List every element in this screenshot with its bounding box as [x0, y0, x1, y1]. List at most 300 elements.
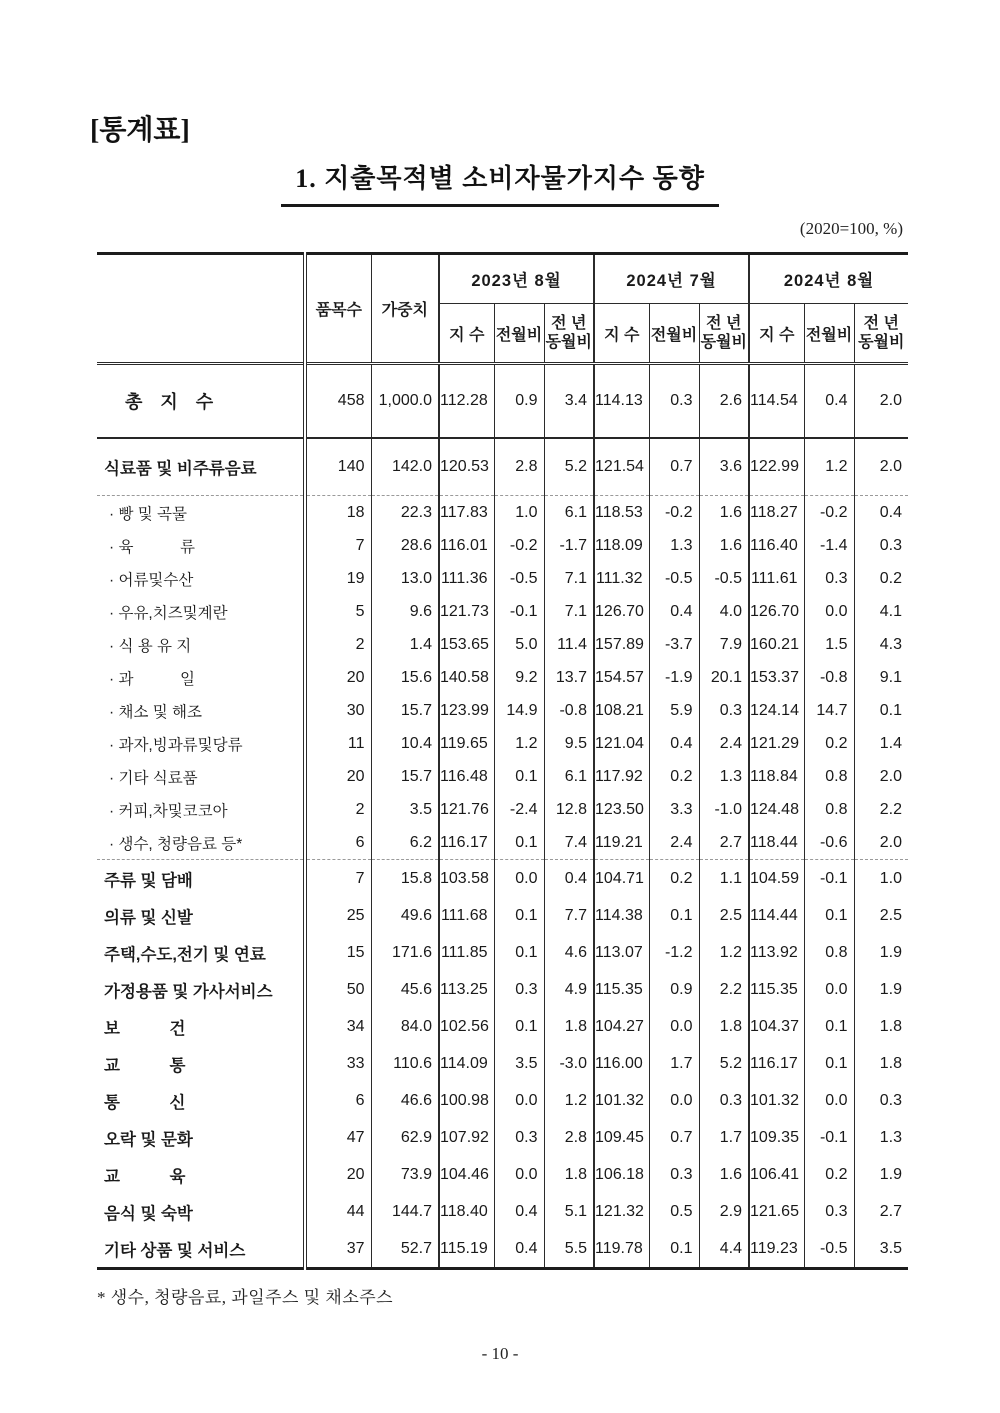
row-label: 식료품 및 비주류음료: [97, 438, 305, 496]
cell-value: 0.8: [804, 760, 854, 793]
cell-value: 0.2: [649, 760, 699, 793]
cell-value: 2.5: [879, 906, 903, 924]
row-label: 총 지 수: [97, 364, 305, 439]
cell-value: 1.3: [879, 1128, 903, 1146]
cell-value: 102.56: [439, 1008, 494, 1045]
cell-value: 121.29: [749, 727, 804, 760]
cell-value: -0.5: [804, 1230, 854, 1269]
row-label: · 우유,치즈및계란: [97, 595, 305, 628]
cell-value: 100.98: [439, 1082, 494, 1119]
cell-value: 108.21: [594, 694, 649, 727]
cell-value: 1.9: [879, 1165, 903, 1183]
row-label: 교 통: [97, 1045, 305, 1082]
cell-item-count: 7: [305, 860, 371, 898]
cell-value: 0.3: [649, 364, 699, 439]
cell-value: 118.27: [749, 496, 804, 530]
cell-value: 1.2: [494, 727, 544, 760]
cell-value: 9.5: [544, 727, 594, 760]
cell-value: 9.1: [879, 668, 903, 686]
cell-value: 0.5: [649, 1193, 699, 1230]
cell-value: 119.23: [749, 1230, 804, 1269]
cell-value: 7.4: [544, 826, 594, 860]
table-row: [97, 628, 908, 661]
cell-value: 113.92: [749, 934, 804, 971]
cell-value: 3.5: [879, 1239, 903, 1257]
cell-value: 116.17: [749, 1045, 804, 1082]
cell-value: 0.3: [804, 562, 854, 595]
cell-item-count: 2: [305, 628, 371, 661]
cell-value: 0.0: [804, 971, 854, 1008]
table-row: [97, 1119, 908, 1156]
cell-weight: 9.6: [371, 595, 439, 628]
col-header-item-count: 품목수: [305, 254, 371, 364]
table-row: [97, 595, 908, 628]
cell-value: -0.1: [494, 595, 544, 628]
cell-value: 111.61: [749, 562, 804, 595]
table-row: [97, 1045, 908, 1082]
cell-weight: 13.0: [371, 562, 439, 595]
cell-value: 0.0: [494, 1082, 544, 1119]
cell-value: 1.6: [699, 529, 749, 562]
cell-value: 0.8: [804, 934, 854, 971]
row-label: 기타 상품 및 서비스: [97, 1230, 305, 1269]
cell-item-count: 20: [305, 760, 371, 793]
cell-value: 0.8: [804, 793, 854, 826]
cell-item-count: 458: [305, 364, 371, 439]
cell-value: 0.9: [494, 364, 544, 439]
cell-value: 114.13: [594, 364, 649, 439]
cell-item-count: 7: [305, 529, 371, 562]
cell-value: 0.7: [649, 1119, 699, 1156]
cell-value: 123.50: [594, 793, 649, 826]
cell-item-count: 44: [305, 1193, 371, 1230]
cell-value: 117.92: [594, 760, 649, 793]
cell-value: -1.9: [649, 661, 699, 694]
cell-value: 116.17: [439, 826, 494, 860]
cell-item-count: 20: [305, 661, 371, 694]
cell-value: 0.0: [804, 1082, 854, 1119]
cell-item-count: 33: [305, 1045, 371, 1082]
cell-value: 4.3: [879, 635, 903, 653]
table-row: [97, 438, 908, 496]
cell-value: 0.3: [649, 1156, 699, 1193]
cell-value: 2.7: [879, 1202, 903, 1220]
cell-value: 124.14: [749, 694, 804, 727]
cell-value: 0.7: [649, 438, 699, 496]
cell-value: 0.3: [699, 1082, 749, 1119]
cell-value: 103.58: [439, 860, 494, 898]
cell-value: -0.5: [494, 562, 544, 595]
cell-value: 0.1: [494, 934, 544, 971]
cell-value: 160.21: [749, 628, 804, 661]
cell-value: 121.65: [749, 1193, 804, 1230]
cell-value: 0.3: [879, 536, 903, 554]
row-label: · 과 일: [97, 661, 305, 694]
cell-value: 1.8: [879, 1017, 903, 1035]
table-row: [97, 1230, 908, 1269]
cell-value: 121.76: [439, 793, 494, 826]
table-row: [97, 934, 908, 971]
cell-value: 5.5: [544, 1230, 594, 1269]
table-wrap: [97, 252, 903, 1270]
cell-value: 114.54: [749, 364, 804, 439]
cell-value: 0.2: [879, 569, 903, 587]
cell-value: 3.6: [699, 438, 749, 496]
cell-value: 116.40: [749, 529, 804, 562]
cell-value: 1.6: [699, 496, 749, 530]
cell-item-count: 19: [305, 562, 371, 595]
cell-value: 0.0: [494, 860, 544, 898]
cell-value: 114.09: [439, 1045, 494, 1082]
cell-value: 0.1: [649, 897, 699, 934]
cell-value: 120.53: [439, 438, 494, 496]
cell-value: 7.9: [699, 628, 749, 661]
cell-weight: 142.0: [371, 438, 439, 496]
cell-value: 117.83: [439, 496, 494, 530]
cell-value: 2.0: [854, 826, 908, 860]
page-title: 1. 지출목적별 소비자물가지수 동향: [281, 158, 719, 207]
cell-item-count: 140: [305, 438, 371, 496]
row-label: 가정용품 및 가사서비스: [97, 971, 305, 1008]
cell-value: 1.3: [649, 529, 699, 562]
cell-value: 1.2: [544, 1082, 594, 1119]
cell-value: 153.65: [439, 628, 494, 661]
cell-weight: 1,000.0: [371, 364, 439, 439]
cell-value: 118.44: [749, 826, 804, 860]
table-row: [97, 971, 908, 1008]
cell-value: 0.1: [804, 1008, 854, 1045]
cell-item-count: 6: [305, 1082, 371, 1119]
cell-value: -3.7: [649, 628, 699, 661]
cell-value: 14.9: [494, 694, 544, 727]
cell-weight: 6.2: [371, 826, 439, 860]
col-header-mom: 전월비: [804, 304, 854, 364]
cell-value: 1.9: [879, 980, 903, 998]
cell-value: -0.6: [804, 826, 854, 860]
col-header-yoy: 전 년 동월비: [699, 304, 749, 364]
cell-weight: 62.9: [371, 1119, 439, 1156]
cell-value: 2.7: [699, 826, 749, 860]
cell-value: 115.35: [594, 971, 649, 1008]
cell-value: 5.0: [494, 628, 544, 661]
cell-value: 113.25: [439, 971, 494, 1008]
table-row: [97, 1156, 908, 1193]
cell-weight: 15.7: [371, 760, 439, 793]
cell-item-count: 20: [305, 1156, 371, 1193]
cell-value: -1.4: [804, 529, 854, 562]
cell-value: 0.1: [494, 1008, 544, 1045]
cell-weight: 45.6: [371, 971, 439, 1008]
row-label: · 어류및수산: [97, 562, 305, 595]
table-row: [97, 1193, 908, 1230]
cell-value: -0.8: [804, 661, 854, 694]
cell-weight: 84.0: [371, 1008, 439, 1045]
cell-value: 5.2: [544, 438, 594, 496]
cell-value: 3.4: [544, 364, 594, 439]
cell-value: 0.0: [649, 1082, 699, 1119]
cell-value: 12.8: [544, 793, 594, 826]
cell-value: 104.59: [749, 860, 804, 898]
table-body: [97, 364, 908, 1269]
period-header-2024-07: 2024년 7월: [594, 254, 749, 304]
cell-value: -3.0: [544, 1045, 594, 1082]
table-header: [97, 254, 908, 364]
cell-value: 3.5: [494, 1045, 544, 1082]
cell-value: 118.09: [594, 529, 649, 562]
cell-value: -2.4: [494, 793, 544, 826]
cell-value: 13.7: [544, 661, 594, 694]
cell-item-count: 15: [305, 934, 371, 971]
cell-value: 121.04: [594, 727, 649, 760]
col-header-index: 지 수: [439, 304, 494, 364]
cell-value: -0.1: [804, 860, 854, 898]
cell-item-count: 30: [305, 694, 371, 727]
cell-value: 116.48: [439, 760, 494, 793]
cell-value: 1.8: [699, 1008, 749, 1045]
cell-weight: 15.8: [371, 860, 439, 898]
table-row: [97, 727, 908, 760]
row-label: 통 신: [97, 1082, 305, 1119]
cell-value: 0.0: [494, 1156, 544, 1193]
cell-item-count: 34: [305, 1008, 371, 1045]
col-header-yoy: 전 년 동월비: [544, 304, 594, 364]
cell-value: 106.18: [594, 1156, 649, 1193]
cell-weight: 3.5: [371, 793, 439, 826]
cell-value: 5.2: [699, 1045, 749, 1082]
cell-weight: 28.6: [371, 529, 439, 562]
table-row: [97, 661, 908, 694]
cell-value: 1.3: [699, 760, 749, 793]
table-row: [97, 826, 908, 860]
cell-value: 2.9: [699, 1193, 749, 1230]
cell-value: 126.70: [749, 595, 804, 628]
cell-item-count: 2: [305, 793, 371, 826]
cell-weight: 110.6: [371, 1045, 439, 1082]
cell-value: 0.3: [879, 1091, 903, 1109]
col-header-mom: 전월비: [649, 304, 699, 364]
cell-value: -1.2: [649, 934, 699, 971]
cell-weight: 15.6: [371, 661, 439, 694]
cell-item-count: 5: [305, 595, 371, 628]
cell-value: 1.8: [544, 1008, 594, 1045]
cell-value: 0.1: [879, 701, 903, 719]
cell-value: 111.36: [439, 562, 494, 595]
cell-item-count: 18: [305, 496, 371, 530]
cell-value: 1.2: [699, 934, 749, 971]
cell-value: 106.41: [749, 1156, 804, 1193]
cell-value: 6.1: [544, 496, 594, 530]
row-label: · 채소 및 해조: [97, 694, 305, 727]
cell-value: 0.4: [649, 595, 699, 628]
cell-value: 121.54: [594, 438, 649, 496]
cell-value: 2.0: [879, 767, 903, 785]
cell-value: 116.00: [594, 1045, 649, 1082]
cell-value: 6.1: [544, 760, 594, 793]
cell-value: 104.71: [594, 860, 649, 898]
cell-value: 1.2: [804, 438, 854, 496]
cell-value: 2.5: [699, 897, 749, 934]
cell-value: 1.0: [879, 869, 903, 887]
row-label: · 육 류: [97, 529, 305, 562]
cell-value: 0.4: [494, 1230, 544, 1269]
cell-weight: 171.6: [371, 934, 439, 971]
cell-value: 114.44: [749, 897, 804, 934]
cell-item-count: 50: [305, 971, 371, 1008]
cell-value: 0.1: [494, 826, 544, 860]
cell-value: 119.21: [594, 826, 649, 860]
table-row: [97, 793, 908, 826]
cell-value: 119.78: [594, 1230, 649, 1269]
cell-value: 0.9: [649, 971, 699, 1008]
cell-value: 113.07: [594, 934, 649, 971]
unit-note: (2020=100, %): [799, 219, 903, 238]
cell-weight: 52.7: [371, 1230, 439, 1269]
cell-value: 115.19: [439, 1230, 494, 1269]
cell-value: 4.6: [544, 934, 594, 971]
cell-value: -0.2: [494, 529, 544, 562]
col-header-yoy: 전 년 동월비: [858, 315, 905, 351]
cell-value: 0.1: [494, 897, 544, 934]
cell-value: -0.2: [804, 496, 854, 530]
row-label: · 커피,차및코코아: [97, 793, 305, 826]
cell-value: 0.3: [699, 694, 749, 727]
cell-value: 1.6: [699, 1156, 749, 1193]
cell-value: 0.1: [494, 760, 544, 793]
cell-value: 104.37: [749, 1008, 804, 1045]
cell-value: -1.7: [544, 529, 594, 562]
cell-value: 123.99: [439, 694, 494, 727]
row-label: · 식 용 유 지: [97, 628, 305, 661]
cell-value: 154.57: [594, 661, 649, 694]
cell-value: 9.2: [494, 661, 544, 694]
cpi-table: [97, 252, 908, 1270]
cell-value: 11.4: [544, 628, 594, 661]
section-kicker: [통계표]: [90, 115, 190, 146]
cell-value: 1.0: [494, 496, 544, 530]
cell-value: 101.32: [749, 1082, 804, 1119]
cell-weight: 46.6: [371, 1082, 439, 1119]
row-label: 오락 및 문화: [97, 1119, 305, 1156]
table-row: [97, 897, 908, 934]
cell-weight: 49.6: [371, 897, 439, 934]
table-row: [97, 694, 908, 727]
cell-value: 0.3: [804, 1193, 854, 1230]
cell-value: 0.2: [804, 727, 854, 760]
cell-value: 4.9: [544, 971, 594, 1008]
cell-value: 1.8: [879, 1054, 903, 1072]
cell-value: -0.1: [804, 1119, 854, 1156]
cell-value: 104.46: [439, 1156, 494, 1193]
cell-value: -0.5: [699, 562, 749, 595]
cell-value: 0.4: [494, 1193, 544, 1230]
cell-value: 119.65: [439, 727, 494, 760]
cell-value: 14.7: [804, 694, 854, 727]
cell-weight: 73.9: [371, 1156, 439, 1193]
cell-value: 2.0: [854, 364, 908, 439]
cell-value: 114.38: [594, 897, 649, 934]
cell-value: 109.35: [749, 1119, 804, 1156]
cell-value: 1.5: [804, 628, 854, 661]
table-row: [97, 529, 908, 562]
cell-value: 157.89: [594, 628, 649, 661]
row-label: 교 육: [97, 1156, 305, 1193]
cell-value: 121.32: [594, 1193, 649, 1230]
row-label: 음식 및 숙박: [97, 1193, 305, 1230]
cell-value: 1.7: [699, 1119, 749, 1156]
cell-value: 2.2: [699, 971, 749, 1008]
cell-value: 0.4: [804, 364, 854, 439]
cell-value: 2.6: [699, 364, 749, 439]
row-label: 주류 및 담배: [97, 860, 305, 898]
corner-cell: [97, 254, 305, 364]
cell-value: 2.4: [649, 826, 699, 860]
cell-value: 0.2: [649, 860, 699, 898]
row-label: 보 건: [97, 1008, 305, 1045]
row-label: · 기타 식료품: [97, 760, 305, 793]
footnote: * 생수, 청량음료, 과일주스 및 채소주스: [97, 1288, 394, 1307]
cell-value: 126.70: [594, 595, 649, 628]
cell-value: -0.8: [544, 694, 594, 727]
cell-value: 4.0: [699, 595, 749, 628]
cell-value: -1.0: [699, 793, 749, 826]
cell-value: 4.4: [699, 1230, 749, 1269]
col-header-weight: 가중치: [371, 254, 439, 364]
cell-value: 2.0: [854, 438, 908, 496]
cell-value: -0.5: [649, 562, 699, 595]
row-label: · 과자,빙과류및당류: [97, 727, 305, 760]
period-header-2023-08: 2023년 8월: [439, 254, 594, 304]
table-row: [97, 1082, 908, 1119]
cell-value: 111.85: [439, 934, 494, 971]
cell-value: 1.1: [699, 860, 749, 898]
table-row: [97, 760, 908, 793]
cell-value: 111.32: [594, 562, 649, 595]
cell-value: 1.9: [879, 943, 903, 961]
cell-value: 5.1: [544, 1193, 594, 1230]
cell-weight: 10.4: [371, 727, 439, 760]
cell-value: 0.3: [494, 1119, 544, 1156]
title-row: [0, 158, 1000, 207]
cell-value: 5.9: [649, 694, 699, 727]
cell-item-count: 47: [305, 1119, 371, 1156]
cell-value: 140.58: [439, 661, 494, 694]
cell-value: 1.4: [879, 734, 903, 752]
cell-value: 2.8: [544, 1119, 594, 1156]
table-row: [97, 496, 908, 530]
cell-value: 0.4: [879, 503, 903, 521]
cell-value: 3.3: [649, 793, 699, 826]
cell-value: 0.2: [804, 1156, 854, 1193]
table-row: [97, 1008, 908, 1045]
cell-value: 121.73: [439, 595, 494, 628]
row-label: 의류 및 신발: [97, 897, 305, 934]
cell-weight: 15.7: [371, 694, 439, 727]
table-row: [97, 364, 908, 439]
table-row: [97, 562, 908, 595]
cell-item-count: 11: [305, 727, 371, 760]
cell-value: 2.2: [879, 800, 903, 818]
cell-value: 0.1: [804, 1045, 854, 1082]
cell-value: 4.1: [879, 602, 903, 620]
cell-value: 112.28: [439, 364, 494, 439]
cell-value: 0.1: [804, 897, 854, 934]
cell-value: 2.8: [494, 438, 544, 496]
row-label: 주택,수도,전기 및 연료: [97, 934, 305, 971]
cell-value: 115.35: [749, 971, 804, 1008]
cell-value: 107.92: [439, 1119, 494, 1156]
cell-value: 101.32: [594, 1082, 649, 1119]
cell-value: 124.48: [749, 793, 804, 826]
